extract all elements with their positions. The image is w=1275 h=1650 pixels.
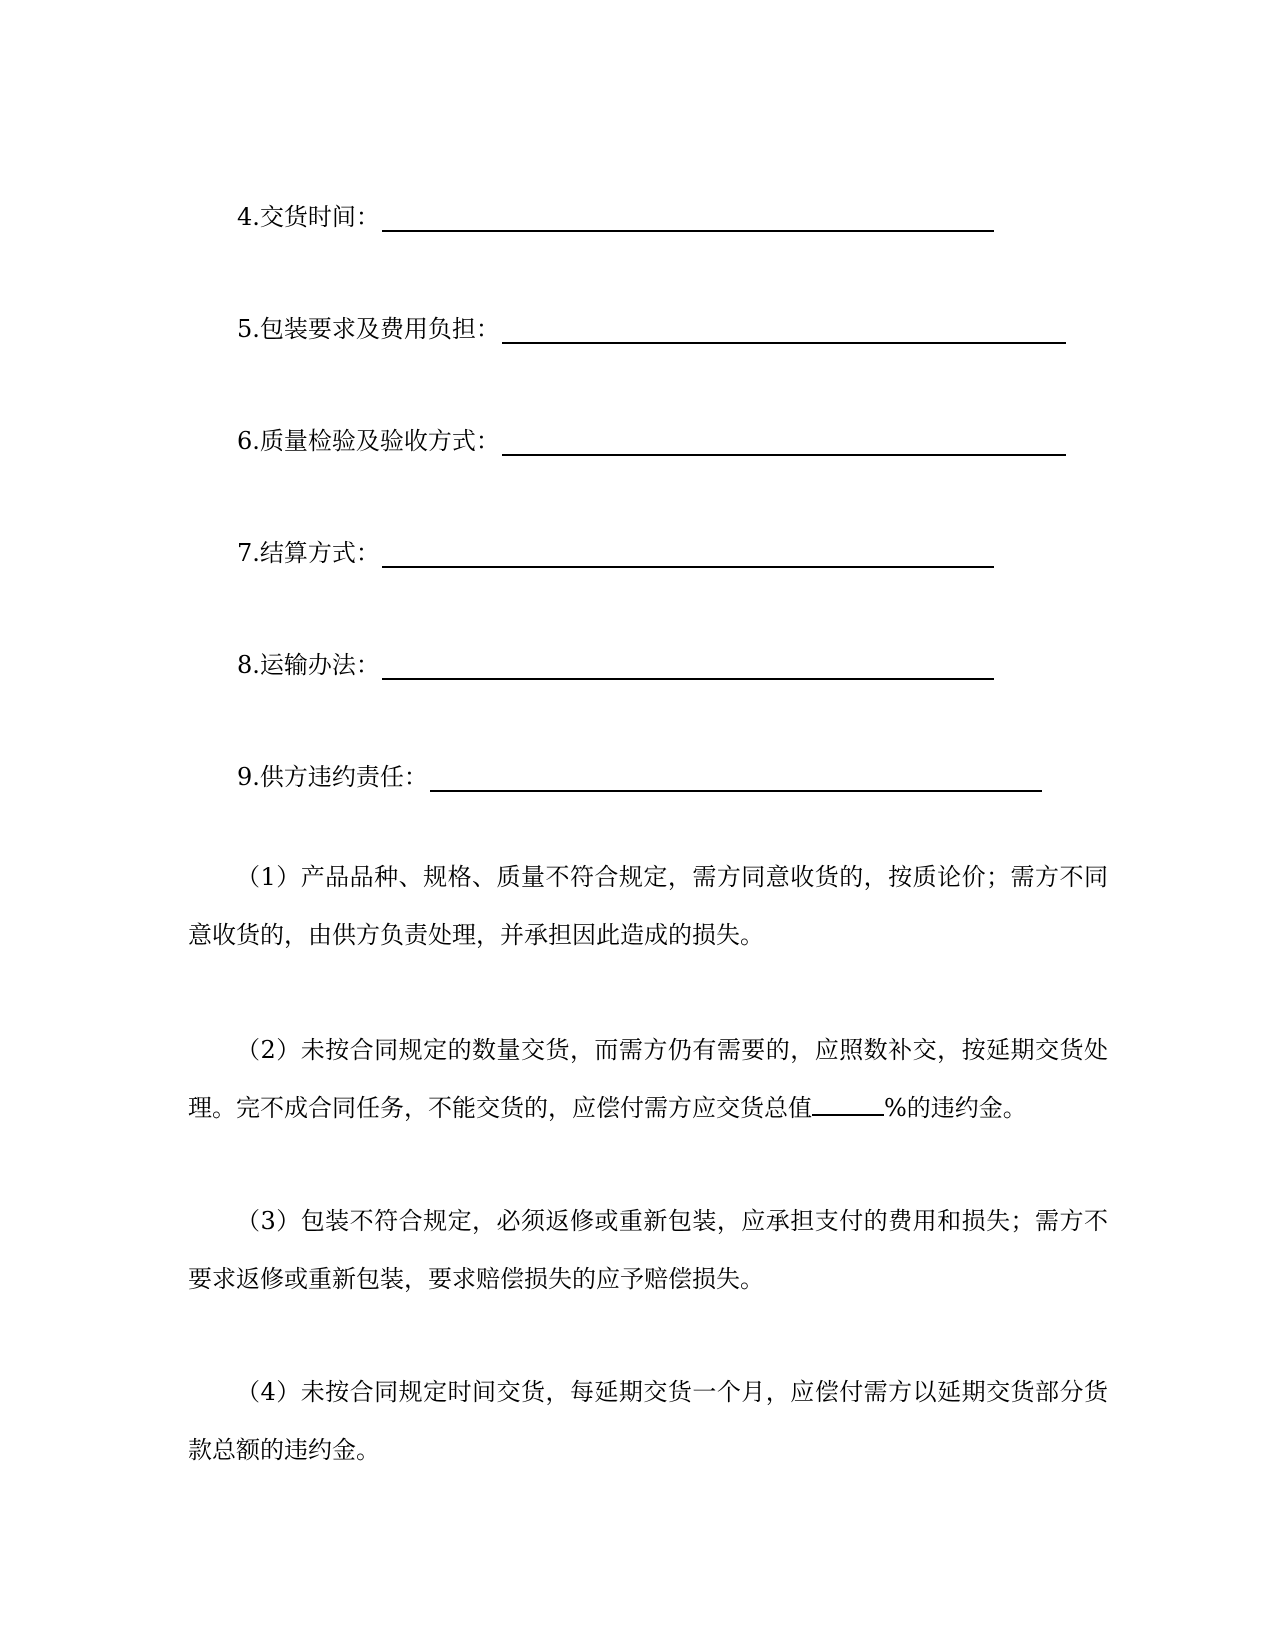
fill-in-line[interactable] (502, 428, 1066, 456)
field-label: 8.运输办法： (237, 651, 380, 679)
percentage-blank[interactable] (812, 1090, 884, 1116)
field-label: 6.质量检验及验收方式： (237, 427, 500, 455)
field-label: 9.供方违约责任： (237, 763, 428, 791)
field-delivery-time (237, 192, 994, 232)
clause-2 (188, 1021, 1108, 1137)
field-label: 4.交货时间： (237, 203, 380, 231)
clause-3: （3）包装不符合规定，必须返修或重新包装，应承担支付的费用和损失；需方不要求返修或重新包装，要求赔偿损失的应予赔偿损失。 (188, 1207, 1108, 1293)
fill-in-line[interactable] (430, 764, 1042, 792)
field-settlement (237, 528, 994, 568)
field-quality-inspection (237, 416, 1066, 456)
field-packaging (237, 304, 1066, 344)
clause-1: （1）产品品种、规格、质量不符合规定，需方同意收货的，按质论价；需方不同意收货的，由供方负责处理，并承担因此造成的损失。 (188, 863, 1108, 949)
clause-2-text-after: %的违约金。 (884, 1094, 1027, 1122)
fill-in-line[interactable] (502, 316, 1066, 344)
clause-2-text-before: （2）未按合同规定的数量交货，而需方仍有需要的，应照数补交，按延期交货处理。完不成合同任务，不能交货的，应偿付需方应交货总值 (188, 1036, 1108, 1122)
field-transport (237, 640, 994, 680)
field-label: 7.结算方式： (237, 539, 380, 567)
fill-in-line[interactable] (382, 204, 994, 232)
field-label: 5.包装要求及费用负担： (237, 315, 500, 343)
fill-in-line[interactable] (382, 540, 994, 568)
clause-4: （4）未按合同规定时间交货，每延期交货一个月，应偿付需方以延期交货部分货款总额的违约金。 (188, 1378, 1108, 1464)
field-supplier-liability (237, 752, 1042, 792)
fill-in-line[interactable] (382, 652, 994, 680)
